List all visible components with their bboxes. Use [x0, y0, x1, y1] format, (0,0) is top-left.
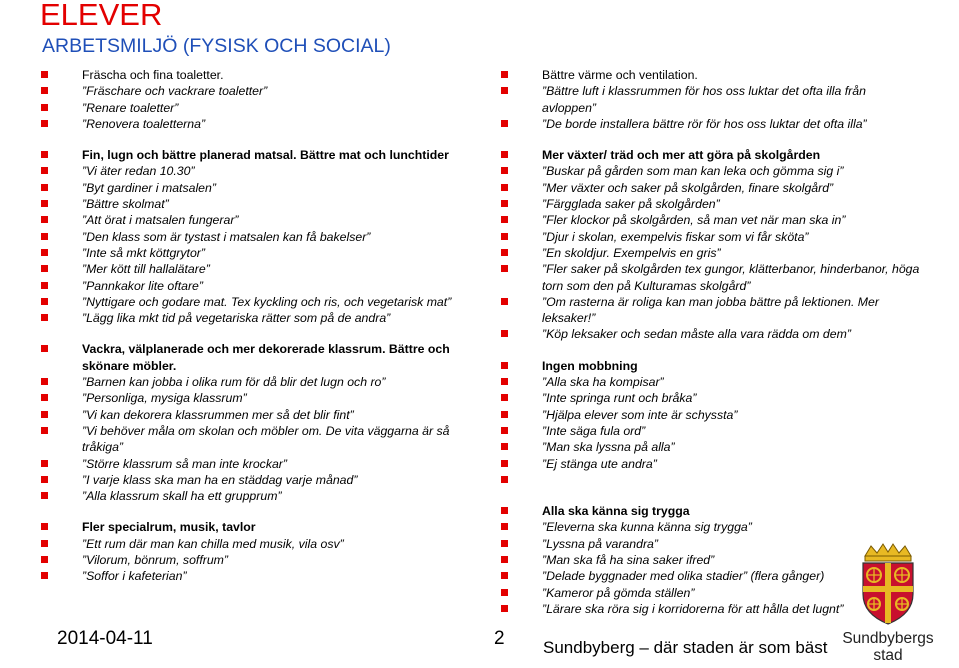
bullet-item: ”Färgglada saker på skolgården”	[500, 196, 920, 212]
bullet-item: ”Pannkakor lite oftare”	[40, 278, 460, 294]
bullet-item: ”Större klassrum så man inte krockar”	[40, 456, 460, 472]
bullet-item: ”Buskar på gården som man kan leka och gömma sig i”	[500, 163, 920, 179]
bullet-item: ”Soffor i kafeterian”	[40, 568, 460, 584]
bullet-item: Bättre värme och ventilation.	[500, 67, 920, 83]
footer-slogan: Sundbyberg – där staden är som bäst	[543, 638, 828, 657]
bullet-item: ”Man ska få ha sina saker ifred”	[500, 552, 920, 568]
bullet-item: ”Alla ska ha kompisar”	[500, 374, 920, 390]
bullet-section	[40, 341, 460, 504]
bullet-item: Fler specialrum, musik, tavlor	[40, 519, 460, 535]
bullet-item: ”Byt gardiner i matsalen”	[40, 180, 460, 196]
bullet-item: ”Hjälpa elever som inte är schyssta”	[500, 407, 920, 423]
bullet-item: ”Barnen kan jobba i olika rum för då blir det lugn och ro”	[40, 374, 460, 390]
bullet-item: ”Mer kött till hallalätare”	[40, 261, 460, 277]
bullet-item: ”Man ska lyssna på alla”	[500, 439, 920, 455]
bullet-item	[500, 472, 920, 488]
bullet-item: ”I varje klass ska man ha en städdag varje månad”	[40, 472, 460, 488]
bullet-item: ”Nyttigare och godare mat. Tex kyckling och ris, och vegetarisk mat”	[40, 294, 460, 310]
bullet-item: ”Mer växter och saker på skolgården, finare skolgård”	[500, 180, 920, 196]
bullet-item: ”Att örat i matsalen fungerar”	[40, 212, 460, 228]
bullet-item: ”Alla klassrum skall ha ett grupprum”	[40, 488, 460, 504]
bullet-section	[40, 67, 460, 132]
bullet-item: ”Fräschare och vackrare toaletter”	[40, 83, 460, 99]
bullet-item: ”Om rasterna är roliga kan man jobba bättre på lektionen. Mer leksaker!”	[500, 294, 920, 327]
left-column	[40, 67, 460, 600]
bullet-item: ”Lyssna på varandra”	[500, 536, 920, 552]
bullet-item: Fräscha och fina toaletter.	[40, 67, 460, 83]
page-subtitle: ARBETSMILJÖ (FYSISK OCH SOCIAL)	[42, 35, 391, 57]
footer-date: 2014-04-11	[57, 628, 153, 649]
page-title: ELEVER	[40, 0, 163, 32]
crest-icon	[857, 542, 919, 626]
bullet-section	[500, 147, 920, 343]
bullet-section	[500, 358, 920, 488]
bullet-section	[500, 67, 920, 132]
bullet-item: ”Ej stänga ute andra”	[500, 456, 920, 472]
bullet-item: ”Inte så mkt köttgrytor”	[40, 245, 460, 261]
bullet-item: ”Delade byggnader med olika stadier” (flera gånger)	[500, 568, 920, 584]
sundbyberg-logo	[838, 542, 938, 668]
bullet-item: ”Inte säga fula ord”	[500, 423, 920, 439]
logo-text-line1: Sundbybergs	[842, 630, 934, 647]
bullet-section	[40, 519, 460, 584]
logo-text-line2: stad	[873, 647, 903, 664]
bullet-item: ”Fler saker på skolgården tex gungor, klätterbanor, hinderbanor, höga torn som den på Kulturamas skolgård”	[500, 261, 920, 294]
bullet-item: ”De borde installera bättre rör för hos oss luktar det ofta illa”	[500, 116, 920, 132]
bullet-item: ”Bättre skolmat”	[40, 196, 460, 212]
bullet-item: ”Köp leksaker och sedan måste alla vara rädda om dem”	[500, 326, 920, 342]
bullet-item: ”Kameror på gömda ställen”	[500, 585, 920, 601]
bullet-item: ”Personliga, mysiga klassrum”	[40, 390, 460, 406]
bullet-item: Alla ska känna sig trygga	[500, 503, 920, 519]
bullet-item: ”Renovera toaletterna”	[40, 116, 460, 132]
bullet-item: ”Eleverna ska kunna känna sig trygga”	[500, 519, 920, 535]
bullet-item: ”Lägg lika mkt tid på vegetariska rätter som på de andra”	[40, 310, 460, 326]
bullet-item: ”Vi behöver måla om skolan och möbler om. De vita väggarna är så tråkiga”	[40, 423, 460, 456]
bullet-item: ”Djur i skolan, exempelvis fiskar som vi får sköta”	[500, 229, 920, 245]
bullet-item: ”Vi äter redan 10.30”	[40, 163, 460, 179]
bullet-item: Vackra, välplanerade och mer dekorerade klassrum. Bättre och skönare möbler.	[40, 341, 460, 374]
page-number: 2	[494, 628, 505, 649]
bullet-item: ”Bättre luft i klassrummen för hos oss luktar det ofta illa från avloppen”	[500, 83, 920, 116]
bullet-item: ”Lärare ska röra sig i korridorerna för att hålla det lugnt”	[500, 601, 920, 617]
bullet-item: Fin, lugn och bättre planerad matsal. Bättre mat och lunchtider	[40, 147, 460, 163]
bullet-item: ”Den klass som är tystast i matsalen kan få bakelser”	[40, 229, 460, 245]
bullet-item: ”Renare toaletter”	[40, 100, 460, 116]
bullet-item: ”Vi kan dekorera klassrummen mer så det blir fint”	[40, 407, 460, 423]
bullet-item: ”Vilorum, bönrum, soffrum”	[40, 552, 460, 568]
bullet-section	[40, 147, 460, 326]
bullet-item: Ingen mobbning	[500, 358, 920, 374]
bullet-item: ”Inte springa runt och bråka”	[500, 390, 920, 406]
bullet-item: ”Ett rum där man kan chilla med musik, vila osv”	[40, 536, 460, 552]
bullet-item: Mer växter/ träd och mer att göra på skolgården	[500, 147, 920, 163]
bullet-item: ”En skoldjur. Exempelvis en gris”	[500, 245, 920, 261]
bullet-item: ”Fler klockor på skolgården, så man vet när man ska in”	[500, 212, 920, 228]
